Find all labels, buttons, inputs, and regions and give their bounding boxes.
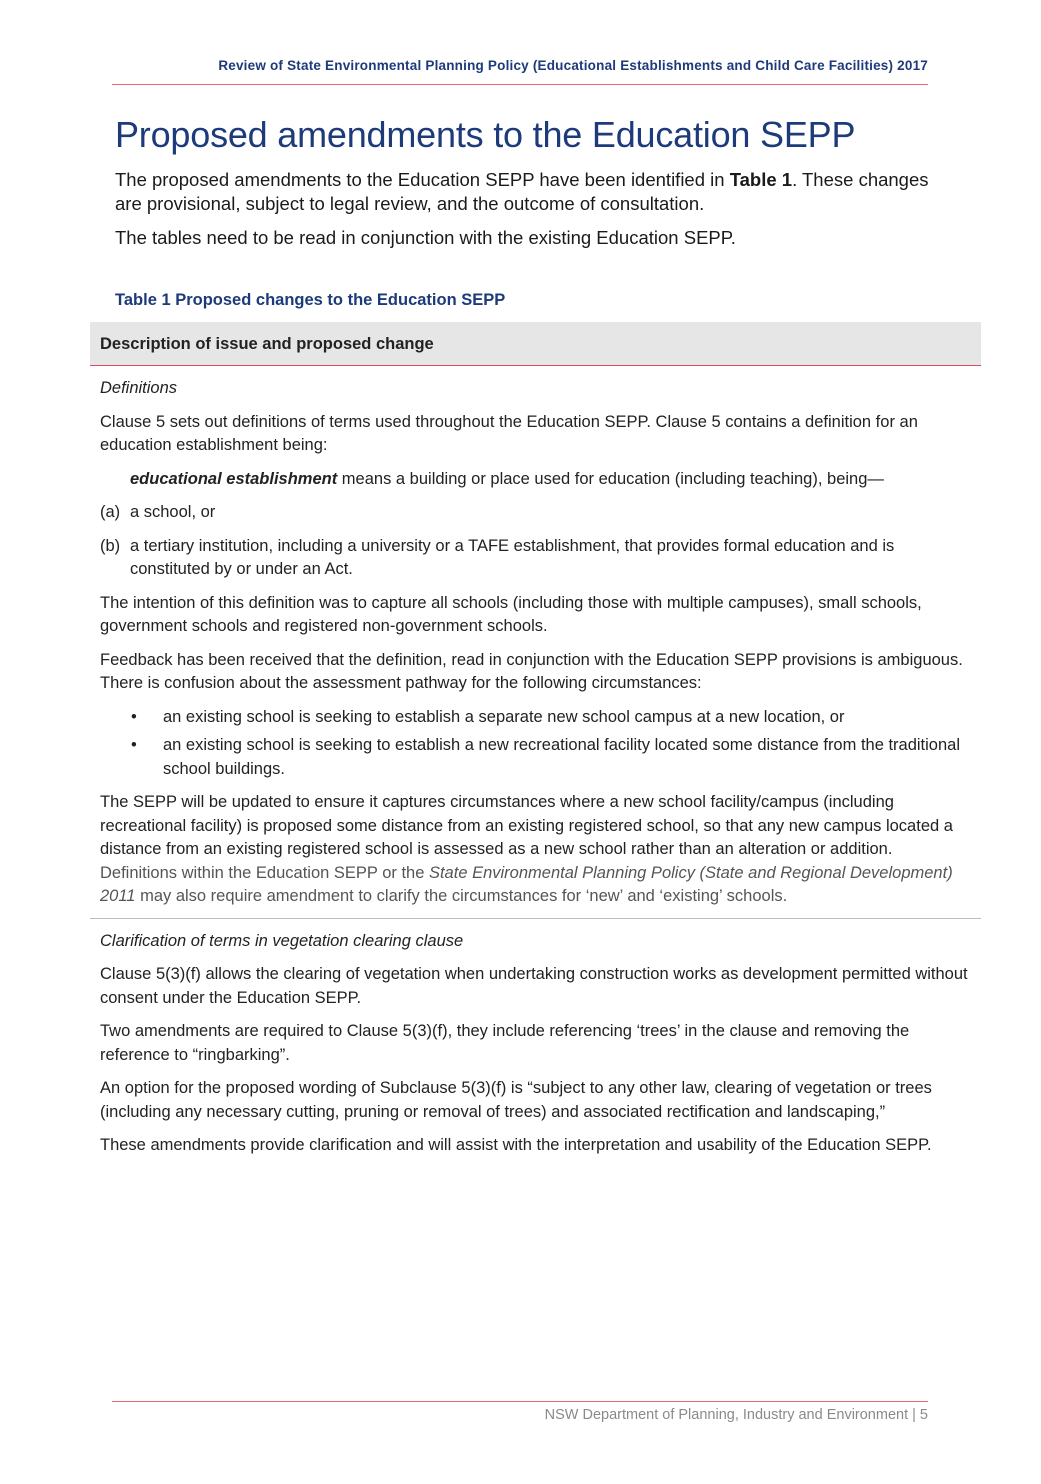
changes-table <box>90 366 981 1168</box>
header-divider <box>112 84 928 85</box>
list-item: • an existing school is seeking to establish a new recreational facility located some distance from the traditional school buildings. <box>100 734 971 781</box>
table-row-definitions <box>90 366 981 919</box>
table-reference: Table 1 <box>729 169 793 190</box>
intro-text: The proposed amendments to the Education SEPP have been identified in <box>115 169 730 190</box>
definition-item-a <box>100 501 971 525</box>
row-paragraph: An option for the proposed wording of Subclause 5(3)(f) is “subject to any other law, clearing of vegetation or trees (including any necessary cutting, pruning or removal of trees) and associated rectification and landscaping,” <box>100 1079 932 1121</box>
row-subheading: Clarification of terms in vegetation clearing clause <box>100 931 464 950</box>
item-text: a tertiary institution, including a university or a TAFE establishment, that provides formal education and is constituted by or under an Act. <box>130 536 895 578</box>
definition-item-b <box>100 535 971 582</box>
row-paragraph: Clause 5 sets out definitions of terms used throughout the Education SEPP. Clause 5 contains a definition for an education establishment being: <box>100 412 918 454</box>
definition-body: means a building or place used for education (including teaching), being— <box>337 469 884 488</box>
paragraph-text: Definitions within the Education SEPP or the <box>100 863 429 882</box>
row-subheading: Definitions <box>100 379 178 397</box>
item-text: a school, or <box>130 503 216 521</box>
row-paragraph: Clause 5(3)(f) allows the clearing of vegetation when undertaking construction works as development permitted without consent under the Education SEPP. <box>100 965 968 1007</box>
running-header: Review of State Environmental Planning Policy (Educational Establishments and Child Care Facilities) 2017 <box>218 58 928 73</box>
paragraph-text: may also require amendment to clarify the circumstances for ‘new’ and ‘existing’ schools. <box>135 887 788 905</box>
table-header-row <box>90 322 981 366</box>
item-marker: (b) <box>100 536 121 555</box>
paragraph-text: The SEPP will be updated to ensure it captures circumstances where a new school facility/campus (including recreational facility) is proposed some distance from an existing registered school, so that any new campus located a distance from an existing registered school is assessed as a new school rather than an alteration or addition. <box>100 793 953 858</box>
intro-text: . These changes are provisional, subject to legal review, and the outcome of consultation. <box>115 169 929 214</box>
definition-term: educational establishment <box>130 469 338 488</box>
row-paragraph: Feedback has been received that the definition, read in conjunction with the Education SEPP provisions is ambiguous. There is confusion about the assessment pathway for the following circumstances: <box>100 650 963 692</box>
item-marker: (a) <box>100 503 121 521</box>
intro-section <box>115 168 935 260</box>
row-paragraph: These amendments provide clarification and will assist with the interpretation and usability of the Education SEPP. <box>100 1136 932 1154</box>
list-item: • an existing school is seeking to establish a separate new school campus at a new location, or <box>100 706 971 730</box>
row-paragraph <box>100 791 971 909</box>
table-header-cell: Description of issue and proposed change <box>100 335 434 353</box>
table-caption: Table 1 Proposed changes to the Education SEPP <box>115 291 506 309</box>
page-title: Proposed amendments to the Education SEPP <box>115 114 856 155</box>
table-row-vegetation-clearing <box>90 919 981 1168</box>
page-footer: NSW Department of Planning, Industry and Environment | 5 <box>544 1407 928 1423</box>
intro-paragraph-2: The tables need to be read in conjunction with the existing Education SEPP. <box>115 227 736 248</box>
circumstances-list <box>100 706 971 782</box>
row-paragraph: Two amendments are required to Clause 5(3)(f), they include referencing ‘trees’ in the clause and removing the reference to “ringbarking”. <box>100 1022 910 1064</box>
footer-divider <box>112 1401 928 1402</box>
policy-name: State Environmental Planning Policy (State and Regional Development) 2011 <box>100 863 953 905</box>
intro-paragraph-1 <box>115 168 935 216</box>
definition-text <box>100 468 971 492</box>
row-paragraph: The intention of this definition was to capture all schools (including those with multiple campuses), small schools, government schools and registered non-government schools. <box>100 593 922 635</box>
